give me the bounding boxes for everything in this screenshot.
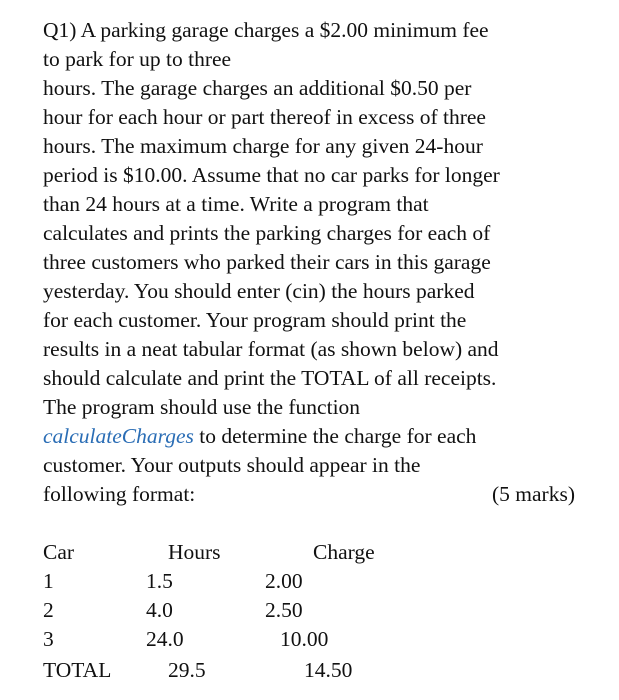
question-line: The program should use the function bbox=[43, 395, 361, 419]
question-line: Q1) A parking garage charges a $2.00 minimum fee bbox=[43, 18, 489, 42]
row-car: 1 bbox=[43, 569, 54, 593]
row-hours: 24.0 bbox=[146, 627, 184, 651]
total-hours: 29.5 bbox=[168, 658, 206, 682]
question-line: for each customer. Your program should print the bbox=[43, 308, 467, 332]
total-charge: 14.50 bbox=[304, 658, 353, 682]
question-line: should calculate and print the TOTAL of all receipts. bbox=[43, 366, 497, 390]
question-text bbox=[43, 16, 573, 509]
row-charge: 10.00 bbox=[280, 627, 329, 651]
row-car: 3 bbox=[43, 627, 54, 651]
final-line bbox=[43, 480, 573, 509]
function-line-text: to determine the charge for each bbox=[193, 424, 477, 448]
question-line: customer. Your outputs should appear in the bbox=[43, 453, 421, 477]
row-charge: 2.50 bbox=[265, 598, 303, 622]
header-charge: Charge bbox=[313, 540, 375, 564]
question-line: results in a neat tabular format (as shown below) and bbox=[43, 337, 499, 361]
function-name: calculateCharges bbox=[43, 424, 194, 448]
format-intro: following format: bbox=[43, 482, 196, 506]
total-label: TOTAL bbox=[43, 658, 112, 682]
question-line: hours. The maximum charge for any given 24-hour bbox=[43, 134, 483, 158]
question-line: three customers who parked their cars in this garage bbox=[43, 250, 491, 274]
question-line: yesterday. You should enter (cin) the hours parked bbox=[43, 279, 475, 303]
question-line: period is $10.00. Assume that no car parks for longer bbox=[43, 163, 500, 187]
row-car: 2 bbox=[43, 598, 54, 622]
row-charge: 2.00 bbox=[265, 569, 303, 593]
question-line: hour for each hour or part thereof in excess of three bbox=[43, 105, 486, 129]
header-car: Car bbox=[43, 540, 75, 564]
marks-label: (5 marks) bbox=[492, 482, 575, 506]
question-line: to park for up to three bbox=[43, 47, 232, 71]
row-hours: 1.5 bbox=[146, 569, 173, 593]
function-line bbox=[43, 422, 573, 451]
question-line: than 24 hours at a time. Write a program that bbox=[43, 192, 429, 216]
row-hours: 4.0 bbox=[146, 598, 173, 622]
header-hours: Hours bbox=[168, 540, 221, 564]
question-line: calculates and prints the parking charges for each of bbox=[43, 221, 491, 245]
question-line: hours. The garage charges an additional $0.50 per bbox=[43, 76, 472, 100]
